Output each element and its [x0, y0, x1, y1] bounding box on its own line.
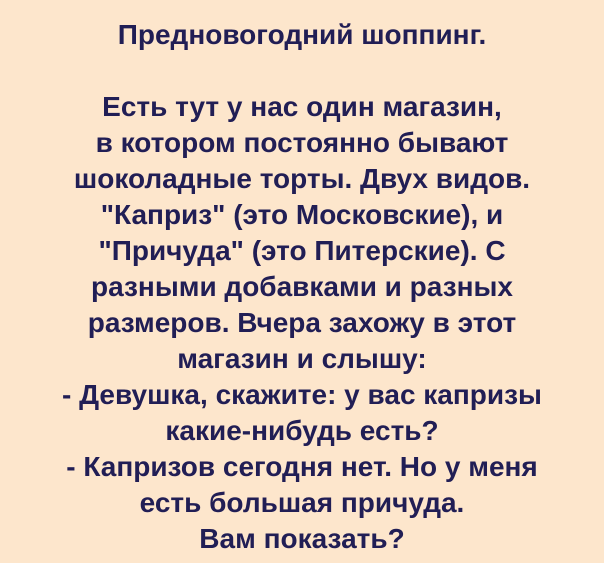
body-line: "Каприз" (это Московские), и: [100, 199, 504, 230]
body-line: Есть тут у нас один магазин,: [102, 91, 502, 122]
body-line: какие-нибудь есть?: [165, 415, 439, 446]
body-line: шоколадные торты. Двух видов.: [73, 163, 531, 194]
body-line: разными добавками и разных: [90, 271, 514, 302]
body-line: размеров. Вчера захожу в этот: [87, 307, 517, 338]
body-line: магазин и слышу:: [177, 343, 427, 374]
body-line: Вам показать?: [199, 523, 405, 554]
post-title: Предновогодний шоппинг.: [117, 19, 487, 50]
body-line: - Капризов сегодня нет. Но у меня: [66, 451, 538, 482]
body-line: - Девушка, скажите: у вас капризы: [62, 379, 542, 410]
body-line: в котором постоянно бывают: [95, 127, 509, 158]
body-line: "Причуда" (это Питерские). С: [98, 235, 506, 266]
post-body: [0, 89, 604, 557]
body-line: есть большая причуда.: [139, 487, 465, 518]
